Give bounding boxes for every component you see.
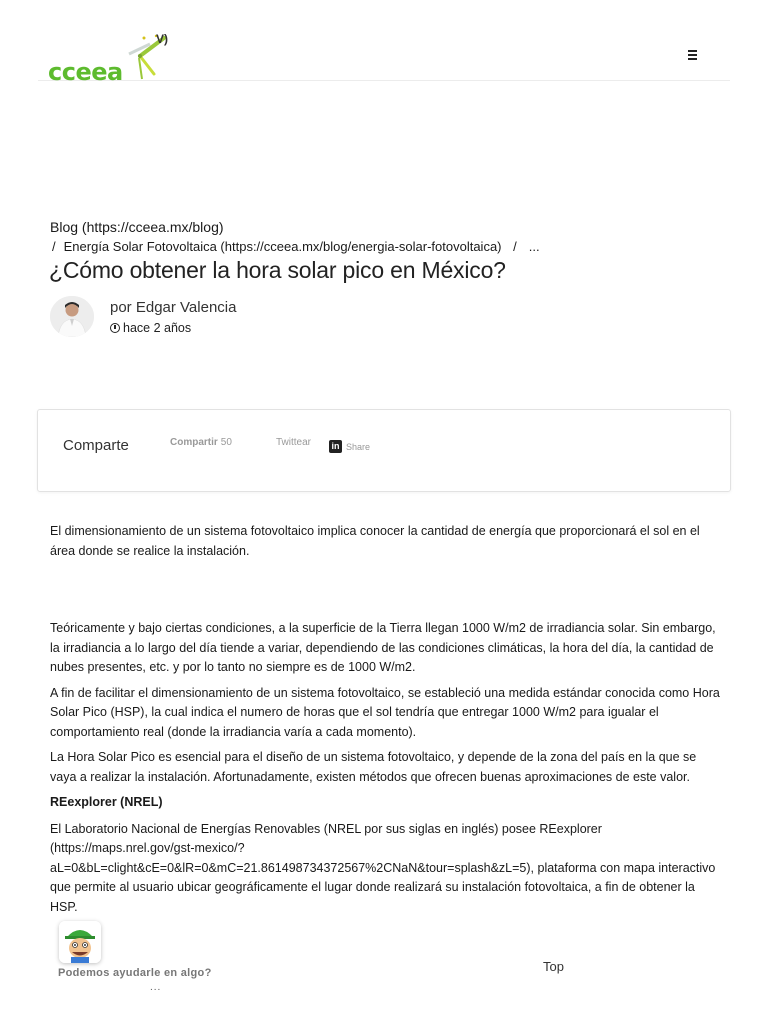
article-paragraph: El dimensionamiento de un sistema fotovoltaico implica conocer la cantidad de energía que proporcionará el sol en el área donde se realice la instalación.: [50, 524, 700, 558]
article-paragraph: A fin de facilitar el dimensionamiento de un sistema fotovoltaico, se estableció una medida estándar conocida como Hora Solar Pico (HSP), la cual indica el numero de horas que el sol tendría que entregar 1000 W/m2 para igualar el comportamiento real (donde la irradiancia varía a cada momento).: [50, 685, 720, 739]
article-paragraph: El Laboratorio Nacional de Energías Renovables (NREL por sus siglas en inglés) posee REexplorer (https://maps.nrel.gov/gst-mexico/?aL=0&bL=clight&cE=0&lR=0&mC=21.861498734372567%2CNaN&tour=splash&zL=5), plataforma con mapa interactivo que permite al usuario ubicar geográficamente el lugar donde realizará su instalación fotovoltaica, a fin de obtener la HSP.: [50, 821, 716, 914]
author-name[interactable]: por Edgar Valencia: [110, 299, 237, 316]
logo-text: cceea: [48, 58, 123, 86]
post-date: [110, 321, 191, 335]
person-icon: [50, 296, 94, 337]
breadcrumb: [52, 239, 540, 254]
author-avatar[interactable]: [50, 296, 94, 337]
breadcrumb-ellipsis: ...: [528, 239, 540, 254]
facebook-share-count: 50: [220, 437, 232, 448]
chat-widget-button[interactable]: [59, 921, 101, 963]
chat-typing-indicator: ...: [150, 982, 162, 993]
logo-superscript: V): [156, 32, 168, 46]
breadcrumb-separator: /: [52, 239, 56, 254]
facebook-share-label: Compartir: [170, 437, 218, 448]
page-title: ¿Cómo obtener la hora solar pico en México?: [49, 257, 506, 283]
back-to-top-link[interactable]: Top: [543, 959, 564, 974]
article-paragraph: Teóricamente y bajo ciertas condiciones, a la superficie de la Tierra llegan 1000 W/m2 de irradiancia solar. Sin embargo, la irradiancia a lo largo del día tiende a variar, dependiendo de las condiciones climáticas, la hora del día, la cantidad de nubes presentes, etc. y por lo tanto no siempre es de 1000 W/m2.: [50, 621, 716, 674]
article-paragraph: La Hora Solar Pico es esencial para el diseño de un sistema fotovoltaico, y depende de la zona del país en la que se vaya a realizar la instalación. Afortunadamente, existen métodos que ofrecen buenas aproximaciones de este valor.: [50, 750, 697, 784]
site-header: [38, 28, 730, 86]
hamburger-icon[interactable]: [688, 50, 702, 62]
share-label: Comparte: [63, 437, 129, 454]
article-subheading: REexplorer (NREL): [50, 795, 163, 809]
clock-icon: [110, 323, 120, 333]
breadcrumb-category-link[interactable]: Energía Solar Fotovoltaica (https://cceea.mx/blog/energia-solar-fotovoltaica): [63, 239, 502, 254]
breadcrumb-separator: /: [513, 239, 517, 254]
breadcrumb-blog-link[interactable]: Blog (https://cceea.mx/blog): [50, 219, 224, 235]
article-body: [50, 522, 722, 923]
post-date-text: hace 2 años: [123, 321, 192, 335]
linkedin-share-button[interactable]: [329, 440, 370, 453]
twitter-share-button[interactable]: Twittear: [276, 437, 312, 448]
chat-mascot-icon: [59, 921, 101, 963]
chat-prompt[interactable]: Podemos ayudarle en algo?: [58, 967, 212, 979]
linkedin-icon: in: [329, 440, 342, 453]
site-logo[interactable]: [46, 32, 176, 86]
linkedin-share-label: Share: [346, 441, 371, 452]
facebook-share-button[interactable]: [170, 437, 232, 448]
share-box: [37, 409, 731, 492]
